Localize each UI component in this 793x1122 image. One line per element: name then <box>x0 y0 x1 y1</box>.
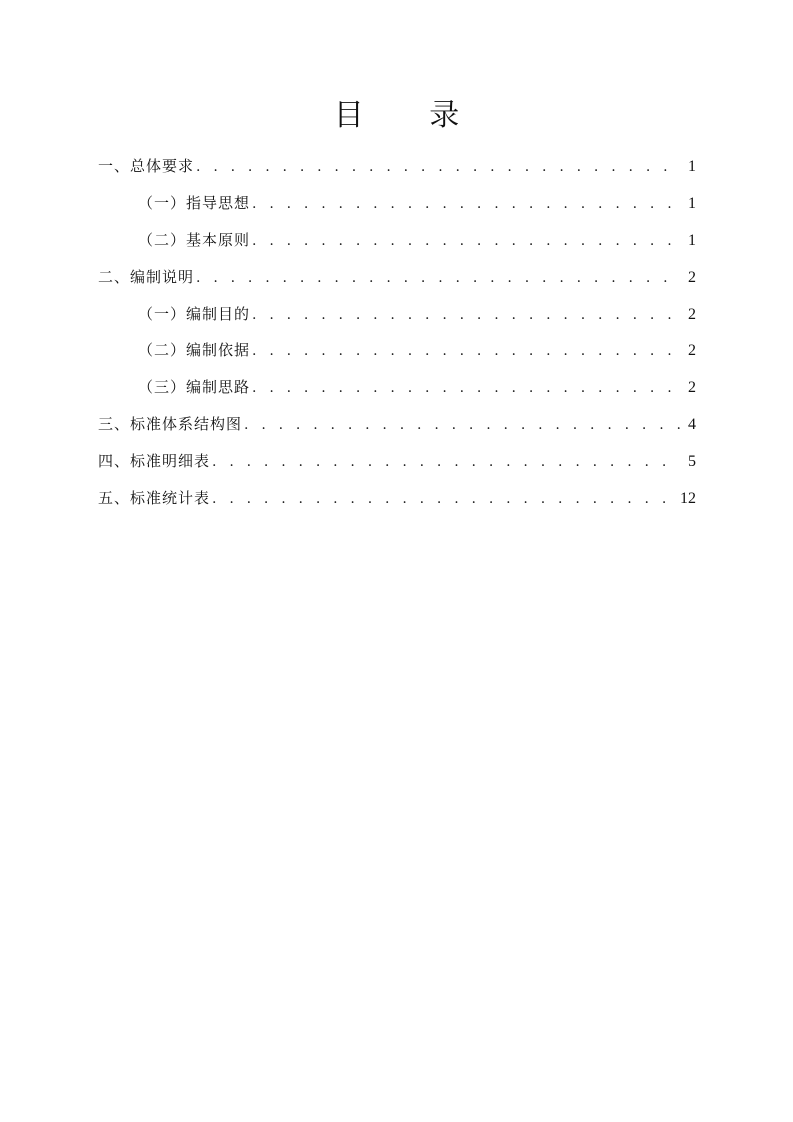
toc-entry-compilation-notes[interactable] <box>98 264 696 301</box>
toc-page-number: 1 <box>688 158 696 175</box>
toc-page-number: 2 <box>688 268 696 286</box>
toc-entry-label: 四、标准明细表 <box>98 452 211 471</box>
toc-page-number: 4 <box>688 416 696 434</box>
toc-entry-label: 五、标准统计表 <box>98 489 211 508</box>
toc-entry-label: （二）编制依据 <box>138 341 251 360</box>
toc-dot-leader <box>196 265 680 291</box>
toc-entry-label: （一）指导思想 <box>138 193 251 212</box>
toc-entry-compilation-approach[interactable] <box>98 374 696 411</box>
toc-entry-guiding-ideology[interactable] <box>98 190 696 227</box>
page-title: 目 录 <box>333 98 488 133</box>
toc-page-number: 2 <box>688 342 696 360</box>
toc-dot-leader <box>244 412 680 438</box>
toc-entry-label: （三）编制思路 <box>138 378 251 397</box>
toc-page-number: 5 <box>688 453 696 471</box>
toc-dot-leader <box>252 228 680 254</box>
table-of-contents <box>98 153 696 522</box>
toc-entry-label: （一）编制目的 <box>138 304 251 323</box>
toc-dot-leader <box>252 302 680 328</box>
toc-page-number: 2 <box>688 379 696 397</box>
toc-dot-leader <box>252 191 680 217</box>
toc-page-number: 12 <box>680 490 696 508</box>
toc-dot-leader <box>212 486 674 512</box>
toc-entry-compilation-basis[interactable] <box>98 337 696 374</box>
toc-entry-label: 三、标准体系结构图 <box>98 415 243 434</box>
toc-dot-leader <box>212 449 680 475</box>
toc-entry-general-requirements[interactable] <box>98 153 696 190</box>
toc-page-number: 1 <box>688 194 696 212</box>
toc-page-number: 2 <box>688 305 696 323</box>
toc-dot-leader <box>196 154 680 180</box>
toc-dot-leader <box>252 375 680 401</box>
toc-entry-standard-statistics-table[interactable] <box>98 485 696 522</box>
toc-page-number: 1 <box>688 231 696 249</box>
toc-dot-leader <box>252 338 680 364</box>
toc-entry-label: 一、总体要求 <box>98 157 195 175</box>
toc-entry-label: （二）基本原则 <box>138 230 251 249</box>
toc-entry-compilation-purpose[interactable] <box>98 301 696 338</box>
toc-entry-standard-system-diagram[interactable] <box>98 411 696 448</box>
toc-entry-standard-detail-table[interactable] <box>98 448 696 485</box>
toc-entry-basic-principles[interactable] <box>98 227 696 264</box>
toc-entry-label: 二、编制说明 <box>98 267 195 286</box>
